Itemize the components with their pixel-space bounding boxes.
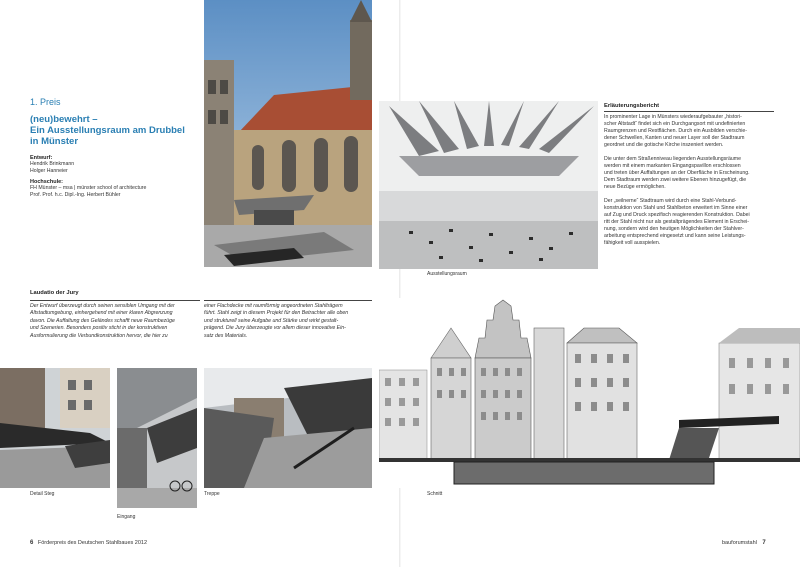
- page-number-left: 6: [30, 540, 34, 546]
- laudatio-column-1: [30, 303, 200, 340]
- hochschule-line-1: FH Münster – msa | münster school of architecture: [30, 185, 147, 191]
- report-line: Der „seilnerne“ Stadtraum wird durch eine Stahl-Verbund-: [604, 198, 737, 204]
- report-line: ritt der Stahl nicht nur als gestaltprägendes Element in Erschei-: [604, 219, 750, 225]
- caption-treppe: Treppe: [204, 491, 220, 497]
- report-line: Die unter dem Straßenniveau liegenden Ausstellungsräume: [604, 156, 741, 162]
- report-line: geordnet und die gotische Kirche inszeniert werden.: [604, 142, 724, 148]
- laudatio-line: und strukturell seine Aufgabe und Stärke und wirkt gestalt-: [204, 317, 339, 324]
- ausstellungsraum-photo: [379, 101, 598, 269]
- title-line-2: Ein Ausstellungsraum am Drubbel: [30, 125, 185, 136]
- eingang-photo: [117, 368, 197, 508]
- laudatio-line: und Szenerien. Besonders positiv sticht in der konstruktiven: [30, 325, 168, 332]
- credits-block: [30, 155, 146, 199]
- report-line: nung, sondern wird den heutigen Möglichkeiten der Stahlver-: [604, 226, 744, 232]
- title-line-1: (neu)bewehrt –: [30, 114, 98, 125]
- laudatio-line: einer Flachdecke mit raumförmig angeordneten Stahlträgern: [204, 303, 343, 309]
- publisher-name: bauforumstahl: [722, 540, 757, 546]
- project-title: [30, 114, 200, 147]
- report-line: auf Zug und Druck spezifisch reagierenden Konstruktion. Dabei: [604, 212, 750, 218]
- report-line: Raumgrenzen und Restflächen. Durch ein Ausbilden verschie-: [604, 128, 748, 134]
- treppe-photo: [204, 368, 372, 488]
- report-line: und treten über Auffaltungen an der Oberfläche in Erscheinung.: [604, 170, 750, 176]
- laudatio-rule-left: [30, 300, 200, 301]
- report-line: neue Bezüge ermöglichen.: [604, 184, 666, 190]
- report-line: In prominenter Lage in Münsters wiederaufgebauter „histori-: [604, 114, 742, 120]
- publication-title: Förderpreis des Deutschen Stahlbaues 2012: [37, 540, 148, 546]
- caption-detail-steg: Detail Steg: [30, 491, 55, 497]
- page-number-right: 7: [762, 540, 766, 546]
- right-folio: [722, 540, 766, 546]
- laudatio-line: davon. Die Auffaltung des Geländes schafft neue Raumbezüge: [30, 317, 175, 324]
- church-photo: [204, 0, 372, 267]
- laudatio-line: führt. Stahl zeigt in diesem Projekt für den Betrachter alle oben: [204, 310, 349, 317]
- report-line: scher Altstadt“ findet sich ein Durchgangsort mit undefinierten: [604, 121, 746, 127]
- caption-schnitt: Schnitt: [427, 491, 443, 497]
- entwurf-name-2: Holger Hanneier: [30, 168, 68, 174]
- schnitt-drawing: [379, 298, 800, 488]
- laudatio-line: Der Entwurf überzeugt durch seinen sensiblen Umgang mit der: [30, 303, 175, 309]
- laudatio-line: Altstadtumgebung, einhergehend mit einer klaren Abgrenzung: [30, 310, 173, 317]
- entwurf-label: Entwurf:: [30, 155, 53, 161]
- entwurf-name-1: Hendrik Brinkmann: [30, 161, 75, 167]
- caption-ausstellungsraum: Ausstellungsraum: [427, 271, 467, 277]
- hochschule-label: Hochschule:: [30, 179, 64, 185]
- title-line-3: in Münster: [30, 136, 79, 147]
- report-line: konstruktion von Stahl und Stahlbeton erweitert im Sinne einer: [604, 205, 748, 211]
- report-line: dener Schwellen, Kanten und neuer Layer soll der Stadtraum: [604, 135, 745, 141]
- report-line: Dem Stadtraum werden zwei weitere Ebenen hinzugefügt, die: [604, 177, 747, 183]
- report-text: [604, 114, 779, 247]
- laudatio-line: Ausformulierung die Verbundkonstruktion hervor, die hier zu: [30, 332, 168, 339]
- report-line: fähigkeit voll ausspielen.: [604, 240, 661, 246]
- laudatio-heading: Laudatio der Jury: [30, 290, 79, 296]
- laudatio-rule-right: [204, 300, 372, 301]
- report-heading: Erläuterungsbericht: [604, 103, 660, 109]
- laudatio-line: prägend. Die Jury überzeugte vor allem dieser innovative Ein-: [204, 325, 346, 332]
- laudatio-column-2: [204, 303, 374, 340]
- caption-eingang: Eingang: [117, 514, 136, 520]
- prize-label: 1. Preis: [30, 97, 61, 107]
- laudatio-line: satz des Materials.: [204, 332, 248, 339]
- left-folio: [30, 540, 147, 546]
- report-rule: [604, 111, 774, 112]
- hochschule-line-2: Prof. Prof. h.c. Dipl.-Ing. Herbert Bühler: [30, 192, 121, 198]
- report-line: arbeitung entsprechend eingesetzt und kann seine Leistungs-: [604, 233, 746, 239]
- detail-steg-photo: [0, 368, 110, 488]
- report-line: werden mit einem markanten Eingangspavillon erschlossen: [604, 163, 741, 169]
